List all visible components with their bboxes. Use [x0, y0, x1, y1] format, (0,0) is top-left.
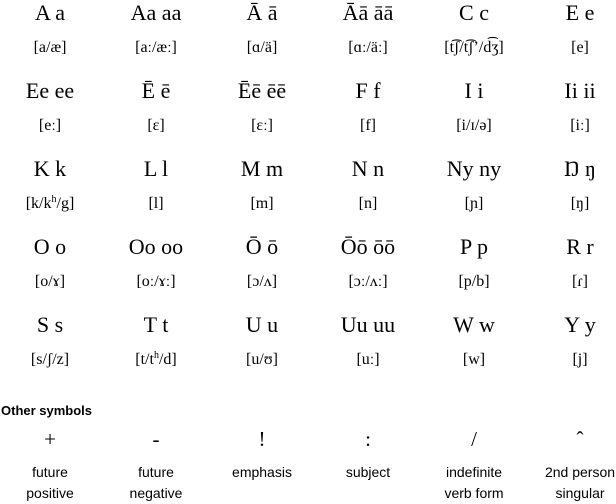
ipa-transcription	[422, 271, 526, 293]
ipa-transcription	[0, 349, 102, 371]
letter-glyph: T t	[143, 312, 169, 337]
letter-glyph: Aa aa	[130, 0, 182, 25]
symbol-description	[316, 462, 420, 504]
letter-cell	[104, 78, 208, 156]
ipa-transcription	[316, 349, 420, 371]
letter-glyph: Ŋ ŋ	[564, 156, 596, 181]
ipa-text-after: /g]	[56, 195, 75, 212]
ipa-transcription	[316, 193, 420, 215]
ipa-text: [t/t	[135, 351, 154, 368]
letter-cell	[210, 78, 314, 156]
letter-cell	[0, 312, 102, 390]
letter-cell	[316, 78, 420, 156]
ipa-transcription	[210, 271, 314, 293]
symbol-glyph: /	[471, 427, 477, 451]
ipa-text: [ɛ]	[147, 117, 165, 134]
symbol-cell	[104, 426, 208, 504]
letter-cell	[104, 234, 208, 312]
symbol-description-line2: positive	[26, 485, 74, 501]
letter-glyph: Oo oo	[128, 234, 184, 259]
letter-cell	[316, 312, 420, 390]
letter-glyph: M m	[240, 156, 284, 181]
ipa-text: [ɔː/ʌː]	[348, 273, 388, 290]
ipa-text: [ɾ]	[572, 273, 588, 290]
symbol-cell	[422, 426, 526, 504]
letter-cell	[0, 0, 102, 78]
letter-glyph: Ēē ēē	[237, 78, 287, 103]
symbol-description-line1: subject	[345, 464, 391, 480]
ipa-transcription	[316, 115, 420, 137]
ipa-text-after: /d]	[158, 351, 177, 368]
ipa-transcription	[210, 349, 314, 371]
ipa-text: [e]	[571, 39, 589, 56]
alphabet-row	[0, 0, 616, 78]
ipa-text: [p/b]	[458, 273, 490, 290]
letter-cell	[104, 0, 208, 78]
symbol-glyph: ˆ	[576, 427, 584, 451]
other-symbols-title: Other symbols	[1, 403, 93, 418]
symbol-description	[104, 462, 208, 504]
ipa-text: [ŋ]	[570, 195, 590, 212]
letter-glyph: O o	[33, 234, 67, 259]
ipa-transcription	[528, 349, 616, 371]
symbol-cell	[210, 426, 314, 504]
symbol-cell	[528, 426, 616, 504]
letter-cell	[104, 156, 208, 234]
letter-glyph: U u	[245, 312, 279, 337]
ipa-transcription	[0, 115, 102, 137]
symbol-description	[0, 462, 102, 504]
ipa-text: [l]	[148, 195, 164, 212]
ipa-text: [ɛː]	[251, 117, 273, 134]
letter-cell	[528, 156, 616, 234]
letter-glyph: Ee ee	[25, 78, 75, 103]
ipa-text: [n]	[358, 195, 378, 212]
ipa-transcription	[316, 271, 420, 293]
letter-cell	[422, 312, 526, 390]
letter-glyph: F f	[355, 78, 381, 103]
ipa-transcription	[0, 271, 102, 293]
ipa-transcription	[104, 115, 208, 137]
ipa-transcription	[104, 271, 208, 293]
ipa-text: [ɔ/ʌ]	[246, 273, 278, 290]
letter-cell	[422, 156, 526, 234]
letter-glyph: K k	[33, 156, 67, 181]
symbol-description-line1: indefinite	[445, 464, 503, 480]
ipa-aspiration-mark: h	[51, 194, 57, 205]
ipa-text: [ɲ]	[464, 195, 484, 212]
letter-glyph: L l	[143, 156, 169, 181]
ipa-text: [uː]	[356, 351, 380, 368]
ipa-text: [f]	[360, 117, 376, 134]
letter-cell	[0, 234, 102, 312]
symbol-cell	[316, 426, 420, 504]
ipa-text: [ɑː/äː]	[348, 39, 388, 56]
alphabet-row	[0, 156, 616, 234]
letter-glyph: I i	[464, 78, 484, 103]
ipa-text: [s/ʃ/z]	[30, 351, 70, 368]
symbol-cell	[0, 426, 102, 504]
letter-cell	[316, 156, 420, 234]
letter-cell	[422, 78, 526, 156]
ipa-transcription	[528, 193, 616, 215]
symbol-description-line2	[316, 483, 420, 504]
letter-cell	[210, 234, 314, 312]
symbol-description-line2: negative	[129, 485, 183, 501]
ipa-text: [oː/ɤː]	[136, 273, 176, 290]
letter-glyph: Ii ii	[564, 78, 596, 103]
ipa-transcription	[210, 37, 314, 59]
ipa-text: [ɑ/ä]	[246, 39, 278, 56]
symbol-description-line1: emphasis	[232, 464, 292, 480]
letter-glyph: Āā āā	[342, 0, 394, 25]
letter-glyph: N n	[351, 156, 385, 181]
letter-glyph: W w	[453, 312, 495, 337]
ipa-transcription	[104, 37, 208, 59]
ipa-text: [w]	[462, 351, 486, 368]
symbol-description-line1: 2nd person	[544, 464, 616, 480]
letter-cell	[0, 156, 102, 234]
letter-cell	[528, 312, 616, 390]
symbol-glyph: -	[152, 427, 160, 451]
ipa-text: [u/ʊ]	[246, 351, 278, 368]
letter-glyph: Y y	[564, 312, 596, 337]
other-symbols-row	[0, 426, 616, 504]
letter-glyph: Ē ē	[141, 78, 171, 103]
ipa-transcription	[0, 193, 102, 215]
letter-cell	[0, 78, 102, 156]
symbol-glyph: +	[44, 427, 56, 451]
letter-cell	[528, 78, 616, 156]
ipa-transcription	[422, 115, 526, 137]
letter-cell	[316, 0, 420, 78]
symbol-description-line1: future	[32, 464, 68, 480]
alphabet-row	[0, 234, 616, 312]
symbol-description-line2: singular	[555, 485, 605, 501]
letter-cell	[422, 0, 526, 78]
symbol-description-line1: future	[138, 464, 174, 480]
ipa-text: [a/æ]	[33, 39, 67, 56]
letter-glyph: C c	[459, 0, 489, 25]
ipa-transcription	[210, 115, 314, 137]
letter-glyph: Ny ny	[446, 156, 502, 181]
ipa-text: [o/ɤ]	[34, 273, 66, 290]
symbol-description	[528, 462, 616, 504]
ipa-transcription	[210, 193, 314, 215]
ipa-transcription	[104, 349, 208, 371]
ipa-transcription	[422, 193, 526, 215]
ipa-transcription	[104, 193, 208, 215]
symbol-description	[422, 462, 526, 504]
symbol-description-line2: verb form	[444, 485, 504, 501]
ipa-text: [t͡ʃ/t͡ʃʼ/d͡ʒ]	[444, 39, 504, 56]
symbol-description-line2	[210, 483, 314, 504]
letter-glyph: R r	[566, 234, 594, 259]
ipa-text: [m]	[250, 195, 274, 212]
letter-glyph: Ā ā	[246, 0, 278, 25]
letter-glyph: S s	[36, 312, 64, 337]
ipa-transcription	[316, 37, 420, 59]
ipa-transcription	[528, 37, 616, 59]
letter-cell	[210, 312, 314, 390]
letter-cell	[316, 234, 420, 312]
letter-cell	[422, 234, 526, 312]
alphabet-row	[0, 78, 616, 156]
letter-glyph: E e	[565, 0, 595, 25]
letter-cell	[210, 156, 314, 234]
ipa-transcription	[528, 115, 616, 137]
ipa-text: [aː/æː]	[135, 39, 177, 56]
ipa-text: [j]	[572, 351, 588, 368]
letter-cell	[528, 234, 616, 312]
letter-glyph: Uu uu	[340, 312, 396, 337]
ipa-transcription	[528, 271, 616, 293]
symbol-glyph: !	[258, 427, 266, 451]
letter-cell	[210, 0, 314, 78]
letter-glyph: Ō ō	[245, 234, 279, 259]
ipa-transcription	[422, 349, 526, 371]
letter-cell	[104, 312, 208, 390]
ipa-transcription	[0, 37, 102, 59]
letter-glyph: A a	[35, 0, 65, 25]
ipa-text: [k/k	[25, 195, 52, 212]
ipa-text: [iː]	[570, 117, 590, 134]
alphabet-row	[0, 312, 616, 390]
symbol-glyph: :	[365, 427, 371, 451]
symbol-description	[210, 462, 314, 504]
letter-glyph: P p	[460, 234, 488, 259]
ipa-aspiration-mark: h	[153, 350, 159, 361]
ipa-text: [i/ɪ/ə]	[456, 117, 492, 134]
letter-glyph: Ōō ōō	[340, 234, 396, 259]
letter-cell	[528, 0, 616, 78]
ipa-transcription	[422, 37, 526, 59]
ipa-text: [eː]	[38, 117, 62, 134]
